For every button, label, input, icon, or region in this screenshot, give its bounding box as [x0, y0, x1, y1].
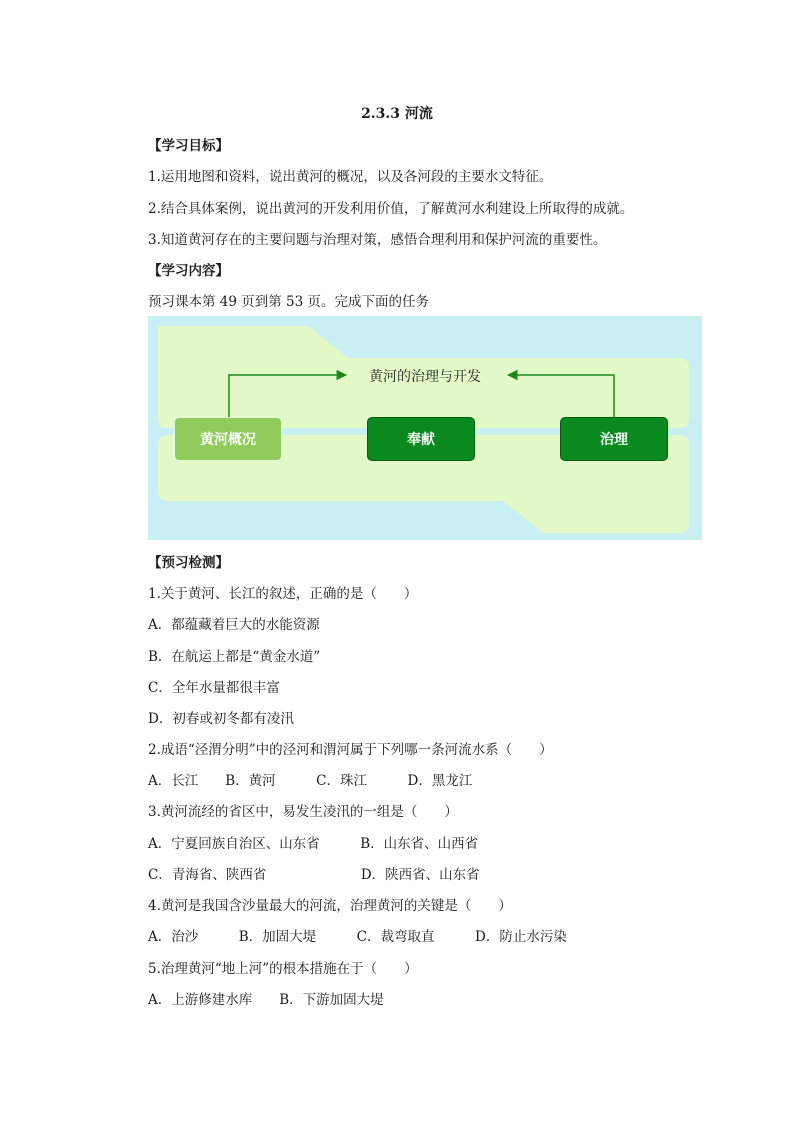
check-heading: 【预习检测】: [148, 555, 229, 571]
question-option: A．治沙 B．加固大堤 C．裁弯取直 D．防止水污染: [148, 929, 567, 945]
content-instruction: 预习课本第 49 页到第 53 页。完成下面的任务: [148, 294, 430, 310]
question-stem: 2.成语“泾渭分明”中的泾河和渭河属于下列哪一条河流水系（ ）: [148, 742, 553, 758]
node-overview: 黄河概况: [174, 417, 282, 461]
question-stem: 4.黄河是我国含沙量最大的河流，治理黄河的关键是（ ）: [148, 898, 512, 914]
content-heading: 【学习内容】: [148, 263, 229, 279]
question-option: B．在航运上都是“黄金水道”: [148, 649, 321, 665]
question-option: D．初春或初冬都有凌汛: [148, 711, 294, 727]
objective-item: 1.运用地图和资料，说出黄河的概况，以及各河段的主要水文特征。: [148, 169, 553, 185]
question-stem: 1.关于黄河、长江的叙述，正确的是（ ）: [148, 586, 418, 602]
question-option: C．全年水量都很丰富: [148, 680, 280, 696]
objectives-heading: 【学习目标】: [148, 138, 229, 154]
question-option: C．青海省、陕西省 D．陕西省、山东省: [148, 867, 480, 883]
question-stem: 5.治理黄河“地上河”的根本措施在于（ ）: [148, 961, 418, 977]
page-title: 2.3.3 河流: [361, 106, 433, 122]
question-option: A．都蕴藏着巨大的水能资源: [148, 617, 320, 633]
question-option: A．长江 B．黄河 C．珠江 D．黑龙江: [148, 773, 473, 789]
diagram-center-label: 黄河的治理与开发: [369, 369, 481, 385]
objective-item: 3.知道黄河存在的主要问题与治理对策，感悟合理利用和保护河流的重要性。: [148, 232, 607, 248]
question-stem: 3.黄河流经的省区中，易发生凌汛的一组是（ ）: [148, 804, 458, 820]
node-contribution: 奉献: [367, 417, 475, 461]
node-governance: 治理: [560, 417, 668, 461]
question-option: A．宁夏回族自治区、山东省 B．山东省、山西省: [148, 836, 479, 852]
question-option: A．上游修建水库 B．下游加固大堤: [148, 992, 384, 1008]
concept-diagram: [148, 316, 702, 540]
objective-item: 2.结合具体案例，说出黄河的开发利用价值，了解黄河水利建设上所取得的成就。: [148, 201, 634, 217]
